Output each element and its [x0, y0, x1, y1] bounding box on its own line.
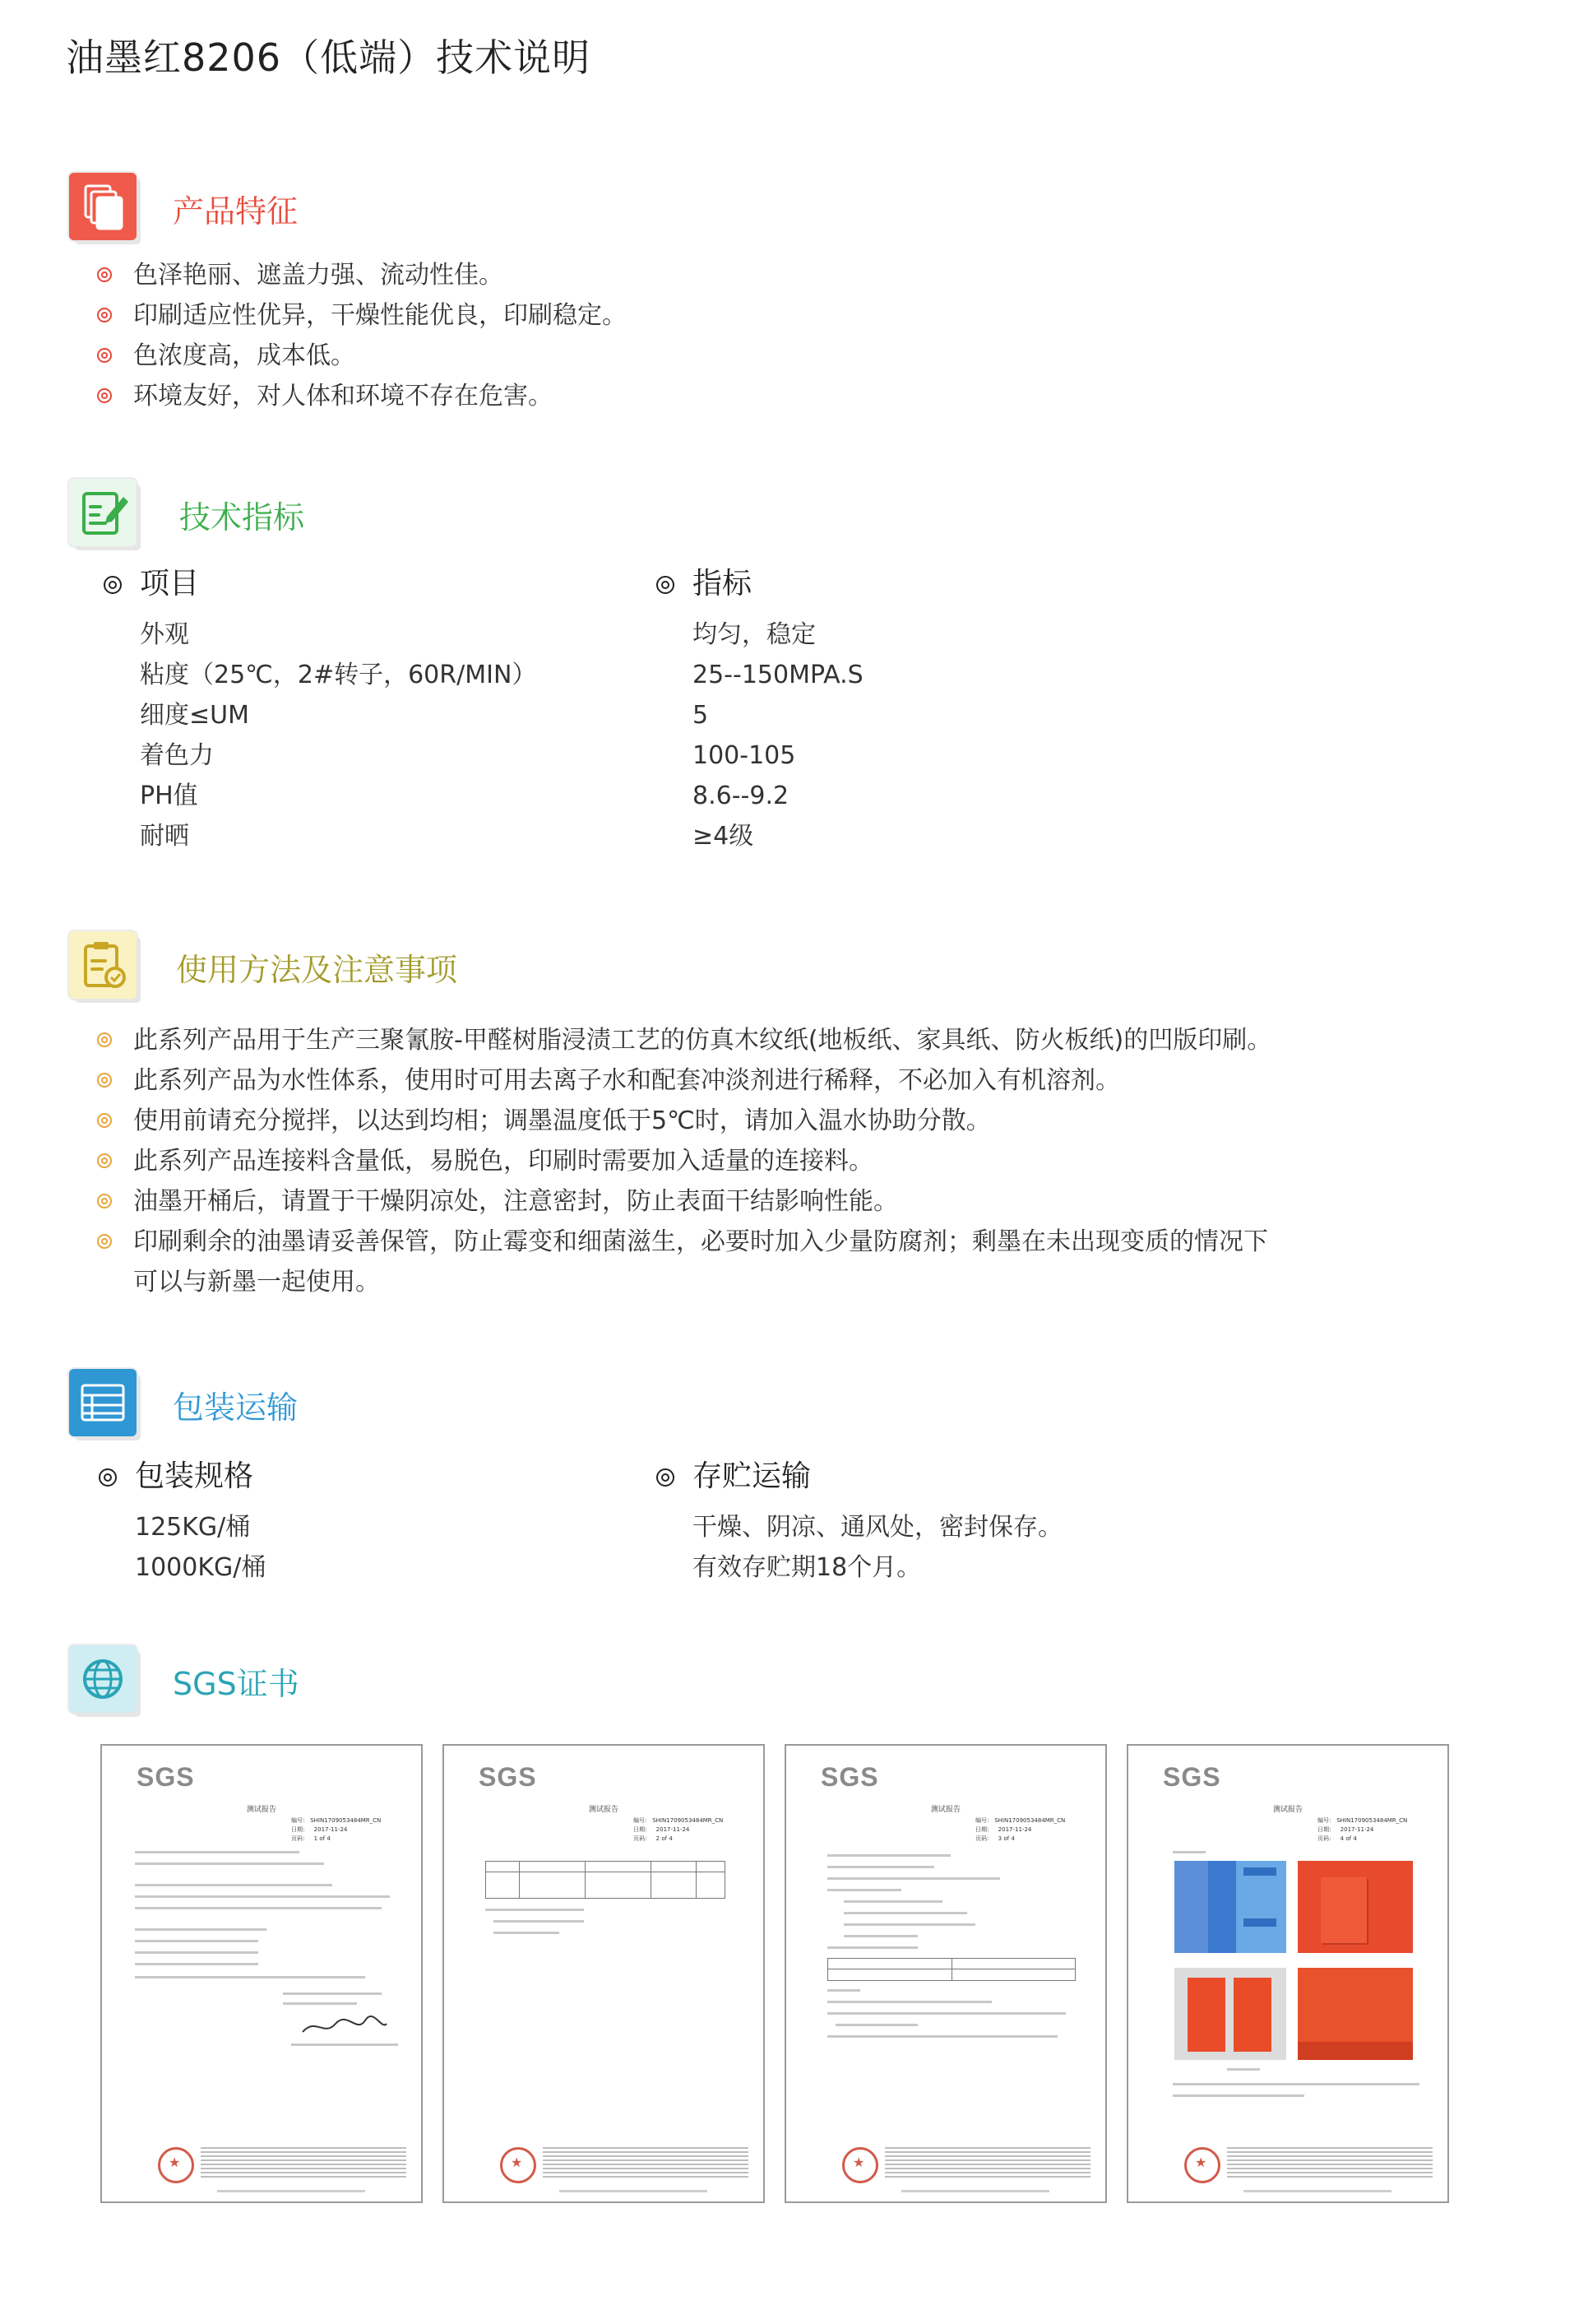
report-title: 测试报告 — [588, 1806, 618, 1814]
usage-list — [97, 1020, 1271, 1302]
sgs-certificates — [100, 1744, 1449, 2205]
sample-photo — [1174, 1968, 1286, 2060]
edit-form-icon — [69, 479, 137, 546]
spec-item: 着色力 — [140, 741, 214, 770]
certificate-page-4[interactable] — [1127, 1744, 1449, 2203]
list-item: 印刷适应性优异，干燥性能优良，印刷稳定。 — [97, 295, 627, 336]
sgs-logo: SGS — [479, 1762, 537, 1792]
section-title-specs: 技术指标 — [179, 499, 305, 536]
section-title-sgs: SGS证书 — [173, 1666, 299, 1702]
report-meta: 编号： SHIN1709053484MR_CN 日期： 2017-11-24 页码： 4 of 4 — [1317, 1817, 1408, 1842]
certificate-page-3[interactable] — [785, 1744, 1107, 2203]
report-title: 测试报告 — [246, 1806, 276, 1814]
report-title: 测试报告 — [1272, 1806, 1303, 1814]
clipboard-check-icon — [69, 931, 137, 999]
specs-col1-head: 项目 — [140, 567, 200, 601]
specs-value-column — [656, 564, 1150, 856]
sample-photo — [1298, 1861, 1413, 1953]
list-item-continuation: 可以与新墨一起使用。 — [133, 1268, 380, 1297]
spec-item: 外观 — [140, 620, 189, 649]
specs-item-column — [104, 564, 597, 856]
specs-col2-head: 指标 — [692, 567, 752, 601]
spec-item: 细度≤UM — [140, 701, 249, 730]
packaging-spec: 1000KG/桶 — [135, 1553, 266, 1582]
report-meta: 编号： SHIN1709053484MR_CN 日期： 2017-11-24 页码： 2 of 4 — [633, 1817, 724, 1842]
spec-value: 25--150MPA.S — [692, 661, 864, 689]
features-list — [97, 255, 627, 416]
list-item: 色浓度高，成本低。 — [97, 336, 627, 376]
section-title-features: 产品特征 — [173, 193, 299, 230]
list-item: 使用前请充分搅拌，以达到均相；调墨温度低于5℃时，请加入温水协助分散。 — [97, 1101, 1271, 1141]
list-item: 此系列产品为水性体系，使用时可用去离子水和配套冲淡剂进行稀释，不必加入有机溶剂。 — [97, 1060, 1271, 1101]
spec-value: 5 — [692, 701, 709, 730]
sample-photo — [1174, 1861, 1286, 1953]
list-item: 环境友好，对人体和环境不存在危害。 — [97, 376, 627, 416]
spec-item: 粘度（25℃，2#转子，60R/MIN） — [140, 661, 537, 689]
spec-value: 均匀，稳定 — [692, 620, 816, 649]
list-item: 此系列产品用于生产三聚氰胺-甲醛树脂浸渍工艺的仿真木纹纸(地板纸、家具纸、防火板纸)的凹版印刷。 — [97, 1020, 1271, 1060]
storage-note: 干燥、阴凉、通风处，密封保存。 — [692, 1513, 1063, 1542]
results-table — [485, 1861, 725, 1899]
report-title: 测试报告 — [930, 1806, 961, 1814]
stamp-icon — [500, 2147, 536, 2183]
list-item: 色泽艳丽、遮盖力强、流动性佳。 — [97, 255, 627, 295]
spec-item: 耐晒 — [140, 822, 189, 851]
results-table — [827, 1958, 1076, 1981]
sgs-logo: SGS — [821, 1762, 879, 1792]
spec-value: 100-105 — [692, 741, 796, 770]
certificate-page-2[interactable] — [442, 1744, 765, 2203]
packaging-storage-column — [656, 1456, 1232, 1588]
packaging-spec: 125KG/桶 — [135, 1513, 251, 1542]
packaging-spec-column — [99, 1456, 592, 1588]
report-meta: 编号： SHIN1709053484MR_CN 日期： 2017-11-24 页码： 1 of 4 — [291, 1817, 382, 1842]
section-header-usage — [66, 928, 1053, 1010]
sgs-logo: SGS — [1163, 1762, 1221, 1792]
spec-value: ≥4级 — [692, 822, 754, 851]
packaging-col1-head: 包装规格 — [135, 1459, 254, 1493]
stacked-pages-icon — [69, 173, 137, 240]
section-header-sgs — [66, 1642, 1053, 1724]
report-meta: 编号： SHIN1709053484MR_CN 日期： 2017-11-24 页码： 3 of 4 — [975, 1817, 1066, 1842]
spec-item: PH值 — [140, 782, 198, 810]
package-list-icon — [69, 1369, 137, 1436]
storage-note: 有效存贮期18个月。 — [692, 1553, 922, 1582]
section-title-usage: 使用方法及注意事项 — [176, 952, 458, 988]
list-item: 印刷剩余的油墨请妥善保管，防止霉变和细菌滋生，必要时加入少量防腐剂；剩墨在未出现变质的情况下 — [97, 1222, 1271, 1262]
section-header-features — [66, 169, 1053, 252]
signature-icon — [299, 2009, 390, 2042]
sgs-logo: SGS — [137, 1762, 195, 1792]
list-item: 此系列产品连接料含量低，易脱色，印刷时需要加入适量的连接料。 — [97, 1141, 1271, 1181]
page-title: 油墨红8206（低端）技术说明 — [66, 35, 591, 80]
section-title-packaging: 包装运输 — [173, 1389, 299, 1426]
stamp-icon — [158, 2147, 194, 2183]
list-item: 油墨开桶后，请置于干燥阴凉处，注意密封，防止表面干结影响性能。 — [97, 1181, 1271, 1222]
packaging-col2-head: 存贮运输 — [692, 1459, 812, 1493]
certificate-page-1[interactable] — [100, 1744, 423, 2203]
sample-photo — [1298, 1968, 1413, 2060]
section-header-packaging — [66, 1366, 1053, 1448]
section-header-specs — [66, 475, 1053, 558]
stamp-icon — [1184, 2147, 1220, 2183]
globe-icon — [69, 1645, 137, 1713]
stamp-icon — [842, 2147, 878, 2183]
spec-value: 8.6--9.2 — [692, 782, 790, 810]
